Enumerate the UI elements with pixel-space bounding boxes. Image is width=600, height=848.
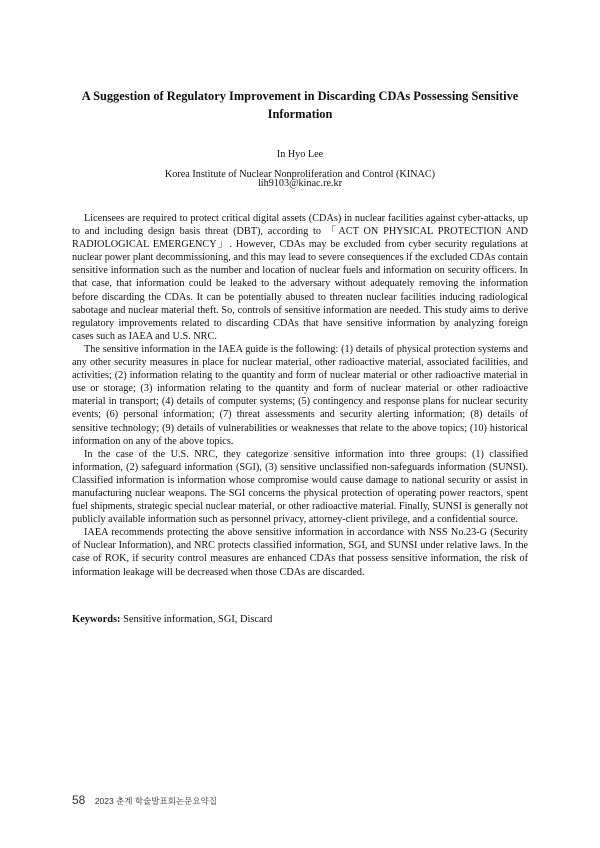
keywords-label: Keywords: [72, 614, 121, 625]
author-email: lih9103@kinac.re.kr [257, 178, 343, 189]
keywords-list: Sensitive information, SGI, Discard [123, 614, 273, 625]
author-affiliation: Korea Institute of Nuclear Nonproliferation and Control (KINAC) [164, 169, 436, 180]
abstract-paragraph-4: IAEA recommends protecting the above sensitive information in accordance with NSS No.23-G (Security of Nuclear Information), and NRC protects classified information, SGI, and SUNSI under relative laws. In the case of ROK, if security control measures are enhanced CDAs that possess sensitive information, the risk of information leakage will be decreased when those CDAs are discarded. [72, 527, 528, 578]
proceedings-title: 2023 춘계 학술발표회논문요약집 [94, 796, 217, 806]
paper-title: A Suggestion of Regulatory Improvement in Discarding CDAs Possessing Sensitive Information [81, 89, 519, 121]
page-footer [72, 791, 217, 809]
page-number: 58 [72, 793, 86, 807]
abstract-paragraph-2: The sensitive information in the IAEA guide is the following: (1) details of physical protection systems and any other security measures in place for nuclear material, other radioactive material, associated facilities, and activities; (2) information relating to the quantity and form of nuclear material or other radioactive material in use or storage; (3) information relating to the quantity and form of nuclear material or other radioactive material in transport; (4) details of computer systems; (5) contingency and response plans for nuclear security events; (6) personal information; (7) threat assessments and security alerting information; (8) details of sensitive technology; (9) details of vulnerabilities or weaknesses that relate to the above topics; (10) historical information on any of the above topics. [72, 343, 528, 447]
abstract-paragraph-1: Licensees are required to protect critical digital assets (CDAs) in nuclear facilities against cyber-attacks, up to and including design basis threat (DBT), according to 「ACT ON PHYSICAL PROTECTION AND RADIOLOGICAL EMERGENCY」. However, CDAs may be excluded from cyber security regulations at nuclear power plant decommissioning, and this may lead to severe consequences if the excluded CDAs contain sensitive information such as the number and location of nuclear fuels and information on security officers. In that case, that information could be leaked to the adversary without adequately removing the information before discarding the CDAs. It can be potentially abused to threaten nuclear facilities inducing radiological sabotage and nuclear material theft. So, controls of sensitive information are needed. This study aims to derive regulatory improvements related to discarding CDAs that have sensitive information by analyzing foreign cases such as IAEA and U.S. NRC. [72, 213, 528, 342]
author-name: In Hyo Lee [276, 149, 324, 160]
abstract-body [72, 212, 528, 579]
abstract-paragraph-3: In the case of the U.S. NRC, they categorize sensitive information into three groups: (1) classified information, (2) safeguard information (SGI), (3) sensitive unclassified non-safeguards information (SUNSI). Classified information is information whose compromise would cause damage to national security or assist in manufacturing nuclear weapons. The SGI concerns the physical protection of operating power reactors, spent fuel shipments, strategic special nuclear material, or other radioactive material. Finally, SUNSI is generally not publicly available information such as personnel privacy, attorney-client privilege, and a confidential source. [72, 448, 528, 526]
keywords-line [72, 613, 528, 627]
